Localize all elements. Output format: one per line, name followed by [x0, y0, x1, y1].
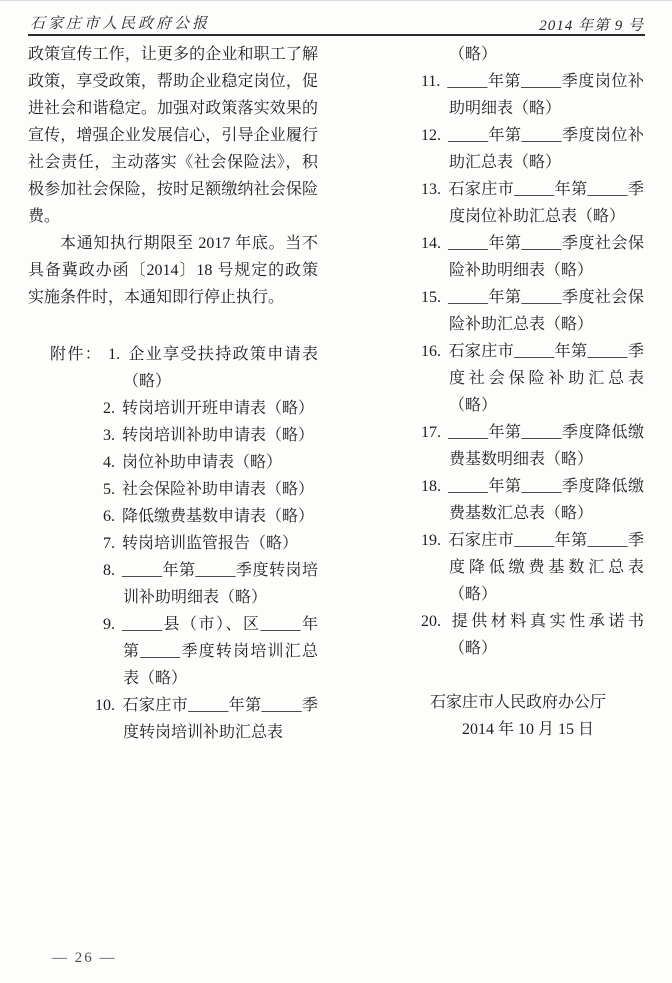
left-column — [28, 41, 318, 746]
item-number: 3. — [103, 427, 115, 444]
signature-date: 2014 年 10 月 15 日 — [462, 721, 595, 738]
item-text: _____年第_____季度社会保险补助明细表（略） — [448, 235, 644, 279]
item-text: 企业享受扶持政策申请表（略） — [123, 346, 318, 390]
item-text: 社会保险补助申请表（略） — [122, 481, 315, 498]
attachment-item — [354, 176, 644, 230]
attachment-item — [28, 503, 318, 530]
item-number: 11. — [421, 73, 441, 90]
attachment-item — [28, 692, 318, 746]
item-number: 12. — [421, 127, 441, 144]
header-rule — [28, 34, 645, 36]
item-text: _____年第_____季度岗位补助汇总表（略） — [448, 127, 644, 171]
item-text: 转岗培训监管报告（略） — [122, 535, 299, 552]
item-text: _____年第_____季度降低缴费基数汇总表（略） — [448, 478, 644, 522]
item-number: 7. — [103, 535, 115, 552]
item-number: 8. — [103, 562, 115, 579]
item-text: _____年第_____季度降低缴费基数明细表（略） — [448, 424, 644, 468]
body-paragraph: 政策宣传工作，让更多的企业和职工了解政策，享受政策，帮助企业稳定岗位，促进社会和谐稳定。加强对政策落实效果的宣传，增强企业发展信心，引导企业履行社会责任，主动落实《社会保险法》，积极参加社会保险，按时足额缴纳社会保险费。 — [28, 46, 318, 225]
item-text: 岗位补助申请表（略） — [122, 454, 283, 471]
item-number: 14. — [421, 235, 441, 252]
attachment-item — [354, 122, 644, 176]
item-text: _____年第_____季度转岗培训补助明细表（略） — [122, 562, 318, 606]
attachment-item — [354, 284, 644, 338]
attachment-item — [28, 449, 318, 476]
attachment-item — [28, 476, 318, 503]
attachment-item — [28, 422, 318, 449]
item-text: 转岗培训补助申请表（略） — [122, 427, 315, 444]
attachments-list-right — [354, 68, 644, 662]
item-text: 降低缴费基数申请表（略） — [122, 508, 315, 525]
page-number: — 26 — — [52, 950, 117, 966]
attachment-item — [28, 557, 318, 611]
attachment-item — [354, 230, 644, 284]
item-number: 4. — [103, 454, 115, 471]
item-text: _____县（市）、区_____年第_____季度转岗培训汇总表（略） — [122, 616, 318, 687]
item-number: 13. — [421, 181, 441, 198]
item-text: _____年第_____季度岗位补助明细表（略） — [447, 73, 644, 117]
item-number: 1. — [108, 346, 121, 363]
item-number: 10. — [95, 697, 115, 714]
item-number: 15. — [421, 289, 441, 306]
item-text: 石家庄市_____年第_____季度社会保险补助汇总表（略） — [448, 343, 644, 414]
body-paragraph: 本通知执行期限至 2017 年底。当不具备冀政办函〔2014〕18 号规定的政策实施条件时，本通知即行停止执行。 — [28, 235, 318, 306]
item-number: 17. — [421, 424, 441, 441]
item-number: 9. — [103, 616, 115, 633]
item-text: _____年第_____季度社会保险补助汇总表（略） — [448, 289, 644, 333]
attachment-item — [28, 611, 318, 692]
item-text: 石家庄市_____年第_____季度岗位补助汇总表（略） — [448, 181, 644, 225]
attachment-item — [28, 341, 318, 395]
item-number: 16. — [421, 343, 441, 360]
item-text: 石家庄市_____年第_____季度转岗培训补助汇总表 — [122, 697, 318, 741]
item-number: 6. — [103, 508, 115, 525]
item-text: 提供材料真实性承诺书（略） — [448, 613, 644, 657]
attachment-item — [354, 527, 644, 608]
attachment-item — [354, 68, 644, 122]
attachment-item — [354, 338, 644, 419]
item-text: 转岗培训开班申请表（略） — [122, 400, 315, 417]
item-number: 5. — [103, 481, 115, 498]
item-number: 20. — [421, 613, 441, 630]
attachment-item — [28, 530, 318, 557]
item-number: 2. — [103, 400, 115, 417]
item-text: 石家庄市_____年第_____季度降低缴费基数汇总表（略） — [448, 532, 644, 603]
attachment-item — [354, 608, 644, 662]
attachments-label: 附件： — [50, 346, 103, 363]
attachment-item — [354, 473, 644, 527]
attachment-item — [354, 419, 644, 473]
attachments-list-left — [28, 341, 318, 746]
column-break-continuation: （略） — [449, 46, 498, 63]
signature-org: 石家庄市人民政府办公厅 — [430, 694, 607, 711]
attachment-item — [28, 395, 318, 422]
right-column — [354, 41, 644, 743]
item-number: 18. — [421, 478, 441, 495]
publication-title: 石家庄市人民政府公报 — [30, 16, 211, 32]
issue-number: 2014 年第 9 号 — [539, 18, 644, 34]
item-number: 19. — [421, 532, 441, 549]
